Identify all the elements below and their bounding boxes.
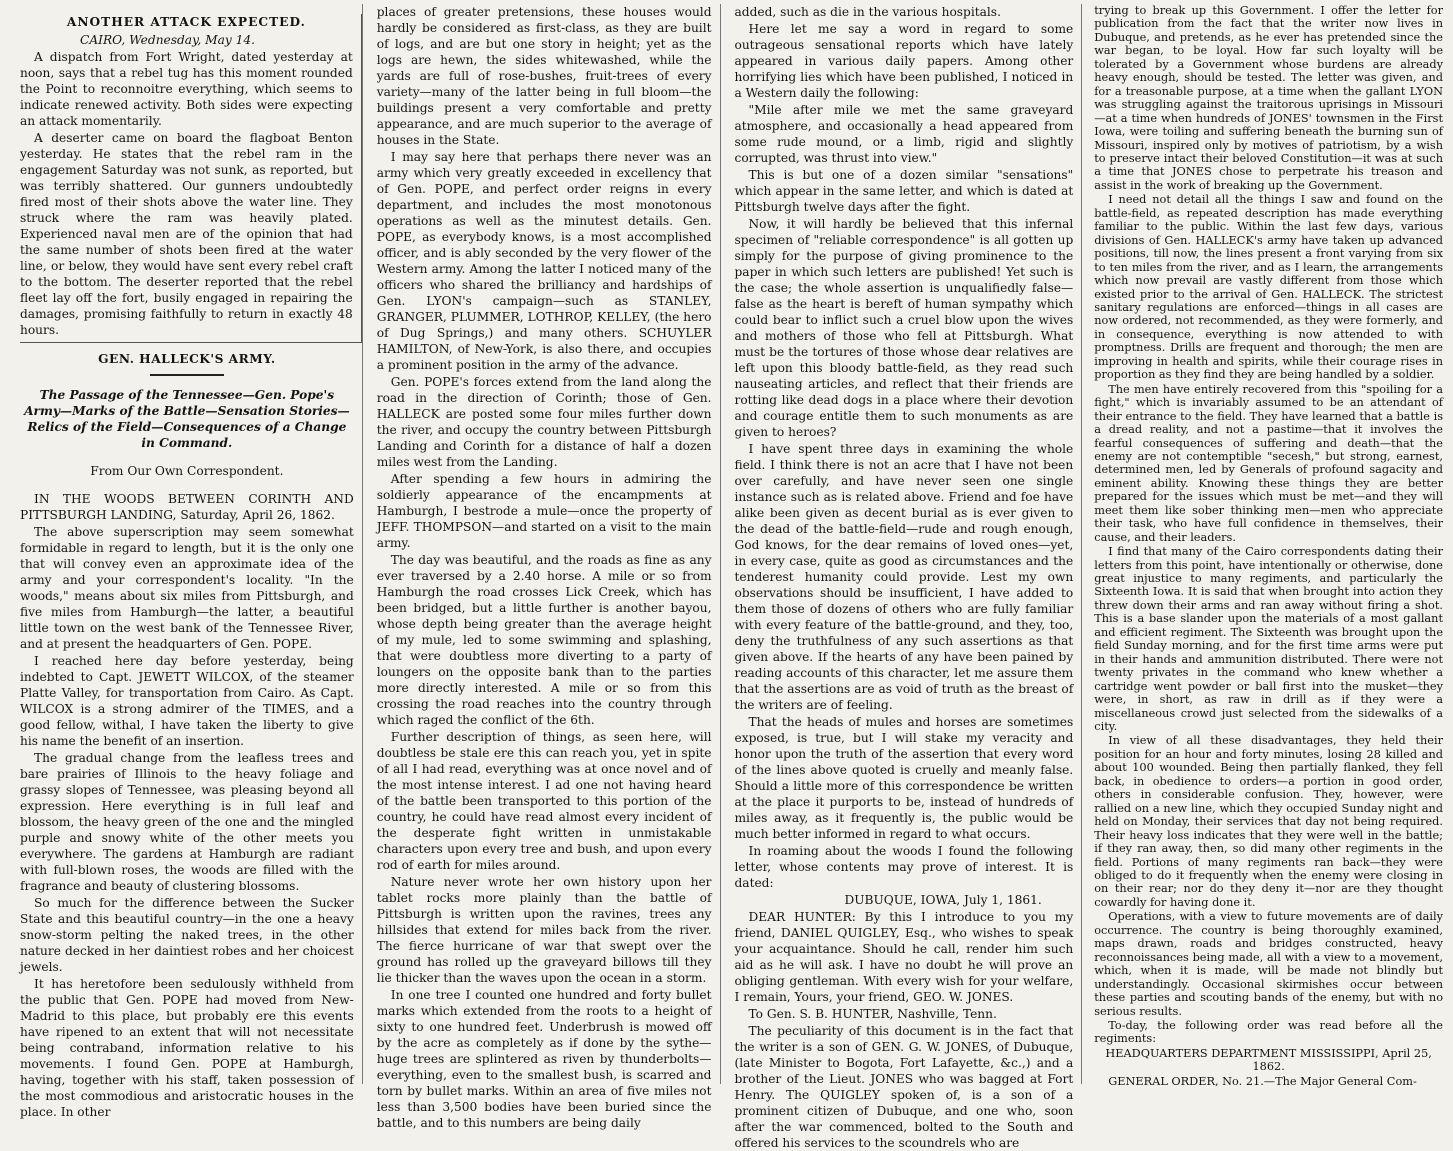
article-paragraph: I may say here that perhaps there never was an army which very greatly exceeded in excellency that of Gen. POPE, and perfect order reigns in every department, and includes the most monotonous operations as well as the minutest details. Gen. POPE, as everybody knows, is a most accomplished officer, and is ably seconded by the very flower of the Western army. Among the latter I noticed many of the officers who shared the brilliancy and hardships of Gen. LYON's campaign—such as STANLEY, GRANGER, PLUMMER, LOTHROP, KELLEY, (the hero of Dug Springs,) and many others. SCHUYLER HAMILTON, of New-York, is also there, and occupies a prominent position in the army of the advance. — [376, 150, 712, 372]
article-paragraph: Now, it will hardly be believed that this infernal specimen of "reliable correspondence" is all gotten up simply for the purpose of giving prominence to the paper in which such letters are published! Yet such is the case; the whole assertion is unqualifiedly false—false as the heart is bereft of human sympathy which could bear to inflict such a cruel blow upon the wives and mothers of those who fell at Pittsburgh. What must be the tortures of those whose dear relatives are left upon this bloody battle-field, as they read such nauseating articles, and reflect that their friends are rotting like dead dogs in a place where their devotion and courage entitle them to such monuments as are given to heroes? — [734, 217, 1074, 439]
article-paragraph: This is but one of a dozen similar "sensations" which appear in the same letter, and which is dated at Pittsburgh twelve days after the fight. — [734, 168, 1074, 214]
article-paragraph: Here let me say a word in regard to some outrageous sensational reports which have lately appeared in various daily papers. Among other horrifying lies which have been published, I noticed in a Western daily the following: — [734, 22, 1074, 100]
article-paragraph: It has heretofore been sedulously withheld from the public that Gen. POPE had moved from New-Madrid to this place, but probably ere this events have ripened to an extent that will not necessitate being contraband, information relative to his movements. I found Gen. POPE at Hamburgh, having, together with his staff, taken possession of the most commodious and aristocratic houses in the place. In other — [20, 977, 354, 1119]
article-paragraph: trying to break up this Government. I offer the letter for publication from the fact that the writer now lives in Dubuque, and pretends, as he ever has pretended since the war began, to be loyal. How far such loyalty will be tolerated by a Government whose burdens are already heavy enough, should be tested. The letter was given, and for a treasonable purpose, at a time when the gallant LYON was struggling against the traitorous uprisings in Missouri—at a time when hundreds of JONES' townsmen in the First Iowa, were toiling and suffering beneath the burning sun of Missouri, inspired only by motives of patriotism, by a wish to preserve intact their beloved Constitution—it was at such a time that JONES chose to perpetrate his treason and assist in the work of breaking up the Government. — [1094, 4, 1443, 192]
article-paragraph: added, such as die in the various hospitals. — [734, 5, 1001, 19]
article-paragraph: The day was beautiful, and the roads as fine as any ever traversed by a 2.40 horse. A mile or so from Hamburgh the road crosses Lick Creek, which has been bridged, but a little further is another bayou, whose depth being greater than the average height of my mule, led to some swimming and splashing, that were doubtless more diverting to a party of loungers on the opposite bank than to the parties more directly interested. A mile or so from this crossing the road reaches into the country through which raged the conflict of the 6th. — [376, 553, 712, 727]
letter-address: To Gen. S. B. HUNTER, Nashville, Tenn. — [748, 1007, 997, 1021]
order-heading: HEADQUARTERS DEPARTMENT MISSISSIPPI, April 25, 1862. — [1105, 1046, 1432, 1074]
correspondent-credit: From Our Own Correspondent. — [90, 464, 284, 478]
article-paragraph: I find that many of the Cairo correspondents dating their letters from this point, have intentionally or otherwise, done great injustice to many regiments, and particularly the Sixteenth Iowa. It is said that when brought into action they threw down their arms and ran away without firing a shot. This is a base slander upon the materials of a most gallant and efficient regiment. The Sixteenth was brought upon the field Sunday morning, and for the first time arms were put in their hands and ammunition distributed. There were not twenty privates in the command who knew whether a cartridge went powder or ball first into the musket—they were, in short, as raw in drill as if they were a miscellaneous crowd just selected from the sidewalks of a city. — [1094, 545, 1443, 734]
article-paragraph: In one tree I counted one hundred and forty bullet marks which extended from the roots to a height of sixty to one hundred feet. Underbrush is mowed off by the acre as completely as if done by the sythe—huge trees are splintered as riven by thunderbolts—everything, even to the smallest bush, is scarred and torn by bullet marks. Within an area of five miles not less than 3,500 bodies have been buried since the battle, and to this numbers are being daily — [376, 988, 712, 1130]
attack-article — [20, 14, 362, 343]
quoted-passage: "Mile after mile we met the same graveyard atmosphere, and occasionally a head appeared from some rude mound, or a limb, rigid and slightly corrupted, was thrust into view." — [734, 103, 1074, 165]
article-paragraph: To-day, the following order was read before all the regiments: — [1094, 1018, 1443, 1046]
article-paragraph: Operations, with a view to future movements are of daily occurrence. The country is being thoroughly examined, maps drawn, roads and bridges constructed, heavy reconnoissances being made, all with a view to a movement, which, when it is made, will be made not blindly but understandingly. Occasional skirmishes occur between these parties and scouting bands of the enemy, but with no serious results. — [1094, 910, 1443, 1018]
article-paragraph: A dispatch from Fort Wright, dated yesterday at noon, says that a rebel tug has this moment rounded the Point to reconnoitre everything, which seems to indicate renewed activity. Both sides were expecting an attack momentarily. — [20, 50, 353, 128]
article-paragraph: That the heads of mules and horses are sometimes exposed, is true, but I will stake my veracity and honor upon the truth of the assertion that every word of the lines above quoted is cruelly and meanly false. Should a little more of this correspondence be written at the place it purports to be, instead of hundreds of miles away, as it frequently is, the public would be much better informed in regard to what occurs. — [734, 715, 1074, 841]
article-paragraph: In roaming about the woods I found the following letter, whose contents may prove of interest. It is dated: — [734, 844, 1074, 890]
article-paragraph: The men have entirely recovered from this "spoiling for a fight," which is invariably assumed to be an attendant of their entrance to the field. They have learned that a battle is a dread reality, and not a pastime—that it involves the fearful consequences of suffering and death—that the enemy are not contemptible "secesh," but strong, earnest, determined men, led by Generals of profound sagacity and eminent ability. Knowing these things they are better prepared for the issues which must be met—and they will meet them like sober thinking men—men who appreciate their task, who have full confidence in themselves, their cause, and their leaders. — [1094, 382, 1443, 544]
attack-headline: ANOTHER ATTACK EXPECTED. — [66, 15, 306, 29]
article-paragraph: places of greater pretensions, these houses would hardly be considered as first-class, as they are built of logs, and are but one story in height; yet as the logs are hewn, the sides whitewashed, while the yards are full of rose-bushes, fruit-trees of every variety—many of the latter being in full bloom—the buildings present a very comfortable and pretty appearance, and are much superior to the average of houses in the State. — [376, 5, 712, 147]
article-paragraph: I have spent three days in examining the whole field. I think there is not an acre that I have not been over carefully, and have never seen one single instance such as is related above. Friend and foe have alike been given as decent burial as is ever given to the dead of the battle-field—rude and rough enough, God knows, for the dear remains of loved ones—yet, in every case, quite as good as circumstances and the tenderest humanity could provide. Lest my own observations should be insufficient, I have added to them those of dozens of others who are fully familiar with every feature of the battle-ground, and they, too, deny the truthfulness of any such assertions as that given above. If the hearts of any have been pained by reading accounts of this character, let me assure them that the assertions are as void of truth as the breast of the writers are of feeling. — [734, 442, 1074, 712]
letter-dateline: DUBUQUE, IOWA, July 1, 1861. — [844, 893, 1042, 907]
article-paragraph: A deserter came on board the flagboat Benton yesterday. He states that the rebel ram in the engagement Saturday was not sunk, as reported, but was terribly shattered. Our gunners undoubtedly fired most of their shots above the water line. They struck where the ram was heavily plated. Experienced naval men are of the opinion that had the same number of shots been fired at the water line, or below, they would have sent every rebel craft to the bottom. The deserter reported that the rebel fleet lay off the fort, busily engaged in repairing the damages, promising faithfully to return in exactly 48 hours. — [20, 131, 353, 337]
article-paragraph: I reached here day before yesterday, being indebted to Capt. JEWETT WILCOX, of the steamer Platte Valley, for transportation from Cairo. As Capt. WILCOX is a strong admirer of the TIMES, and a good fellow, withal, I have taken the liberty to give his name the benefit of an insertion. — [20, 654, 354, 748]
army-subheadline: The Passage of the Tennessee—Gen. Pope's Army—Marks of the Battle—Sensation Stories—Relics of the Field—Consequences of a Change in Command. — [24, 388, 350, 450]
article-paragraph: The peculiarity of this document is in the fact that the writer is a son of GEN. G. W. JONES, of Dubuque, (late Minister to Bogota, Fort Lafayette, &c.,) and a brother of the Lieut. JONES who was bagged at Fort Henry. The QUIGLEY spoken of, is a son of a prominent citizen of Dubuque, and one who, soon after the war commenced, bolted to the South and offered his services to the scoundrels who are — [734, 1024, 1074, 1150]
order-text: GENERAL ORDER, No. 21.—The Major General Com- — [1108, 1074, 1417, 1088]
article-paragraph: The above superscription may seem somewhat formidable in regard to length, but it is the only one that will convey even an approximate idea of the army and your correspondent's locality. "In the woods," means about six miles from Pittsburgh, and five miles from Hamburgh—the latter, a beautiful little town on the west bank of the Tennessee River, and at present the headquarters of Gen. POPE. — [20, 525, 354, 651]
attack-dateline: CAIRO, Wednesday, May 14. — [80, 33, 255, 47]
article-placeline: IN THE WOODS BETWEEN CORINTH AND PITTSBURGH LANDING, Saturday, April 26, 1862. — [20, 492, 354, 522]
article-paragraph: So much for the difference between the Sucker State and this beautiful country—in the one a heavy snow-storm pelting the naked trees, in the other nature decked in her daintiest robes and her choicest jewels. — [20, 896, 354, 974]
article-paragraph: I need not detail all the things I saw and found on the battle-field, as repeated description has made everything familiar to the public. Within the last few days, various divisions of Gen. HALLECK's army have taken up advanced positions, till now, the lines present a front varying from six to ten miles from the river, and as I learn, the arrangements which now prevail are vastly different from those which existed prior to the arrival of Gen. HALLECK. The strictest sanitary regulations are enforced—things in all cases are now ordered, not recommended, as they were formerly, and in consequence, everything is now attended to with promptness. Drills are frequent and thorough; the men are improving in health and spirits, while their courage rises in proportion as they find they are being handled by a soldier. — [1094, 193, 1443, 382]
headline-rule — [20, 371, 354, 379]
column-1 — [4, 4, 362, 1119]
letter-body: DEAR HUNTER: By this I introduce to you my friend, DANIEL QUIGLEY, Esq., who wishes to speak your acquaintance. Should he call, render him such aid as he will ask. I have no doubt he will prove an obliging gentleman. With every wish for your welfare, I remain, Yours, your friend, GEO. W. JONES. — [734, 910, 1074, 1004]
article-paragraph: Nature never wrote her own history upon her tablet rocks more plainly than the battle of Pittsburgh is written upon the ravines, trees any hillsides that extend for miles back from the river. The fierce hurricane of war that swept over the ground has rolled up the graveyard billows till they lie thicker than the waves upon the ocean in a storm. — [376, 875, 712, 985]
article-paragraph: Further description of things, as seen here, will doubtless be stale ere this can reach you, yet in spite of all I had read, everything was at once novel and of the most intense interest. I ad one not having heard of the battle been transported to this portion of the country, he could have read almost every incident of the desperate fight written in unmistakable characters upon every tree and bush, and upon every rod of earth for miles around. — [376, 730, 712, 872]
column-4 — [1081, 4, 1451, 1088]
column-2 — [362, 4, 720, 1130]
column-3 — [720, 4, 1082, 1150]
article-paragraph: Gen. POPE's forces extend from the land along the road in the direction of Corinth; those of Gen. HALLECK are posted some four miles further down the river, and occupy the country between Pittsburgh Landing and Corinth for a distance of half a dozen miles west from the Landing. — [376, 375, 712, 469]
article-paragraph: In view of all these disadvantages, they held their position for an hour and forty minutes, losing 28 killed and about 100 wounded. Being then partially flanked, they fell back, in obedience to orders—a portion in good order, others in considerable confusion. They, however, were rallied on a new line, which they occupied Sunday night and held on Monday, their services that day not being required. Their heavy loss indicates that they were well in the battle; if they ran away, then, so did many other regiments in the field. Portions of many regiments ran back—they were obliged to do it frequently when the enemy were closing in on their rear; nor do they deny it—nor are they thought cowardly for having done it. — [1094, 734, 1443, 909]
article-paragraph: The gradual change from the leafless trees and bare prairies of Illinois to the heavy foliage and grassy slopes of Tennessee, was pleasing beyond all expression. Here everything is in full leaf and blossom, the heavy green of the one and the mingled purple and snowy white of the other meets you everywhere. The gardens at Hamburgh are radiant with full-blown roses, the woods are filled with the fragrance and beauty of clustering blossoms. — [20, 751, 354, 893]
army-headline: GEN. HALLECK'S ARMY. — [98, 352, 276, 366]
article-paragraph: After spending a few hours in admiring the soldierly appearance of the encampments at Hamburgh, I bestrode a mule—once the property of JEFF. THOMPSON—and started on a visit to the main army. — [376, 472, 712, 550]
